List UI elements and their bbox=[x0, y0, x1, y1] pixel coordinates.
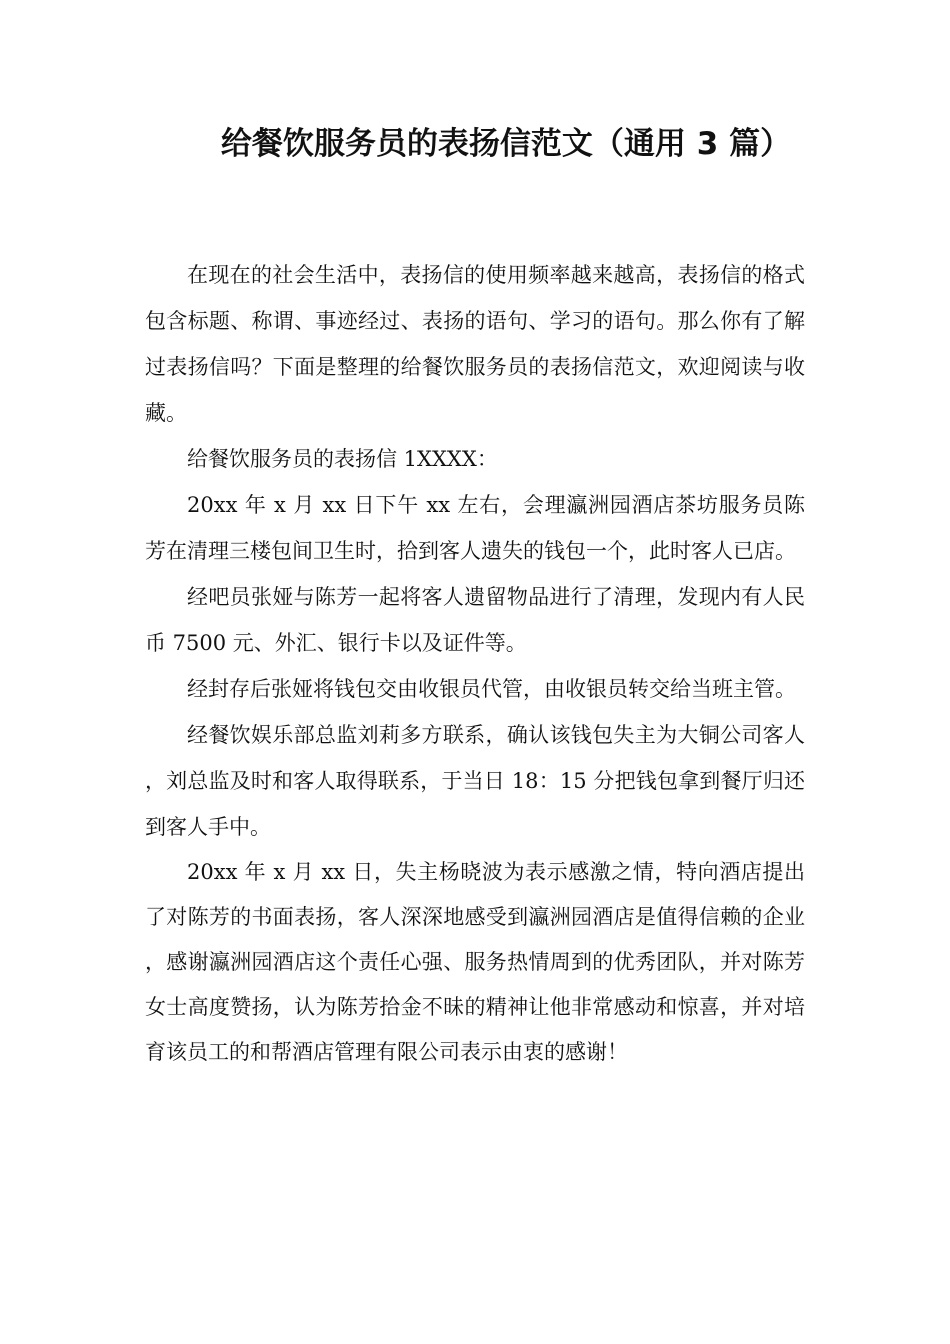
paragraph-salutation: 给餐饮服务员的表扬信 1XXXX： bbox=[187, 447, 498, 471]
paragraph-contents: 经吧员张娅与陈芳一起将客人遗留物品进行了清理，发现内有人民币 7500 元、外汇、银行卡以及证件等。 bbox=[145, 585, 805, 655]
paragraph-event: 20xx 年 x 月 xx 日下午 xx 左右，会理瀛洲园酒店茶坊服务员陈芳在清理三楼包间卫生时，拾到客人遗失的钱包一个，此时客人已店。 bbox=[145, 493, 805, 563]
paragraph-return: 经餐饮娱乐部总监刘莉多方联系，确认该钱包失主为大铜公司客人，刘总监及时和客人取得联系，于当日 18：15 分把钱包拿到餐厅归还到客人手中。 bbox=[145, 723, 805, 839]
document-title: 给餐饮服务员的表扬信范文（通用 3 篇） bbox=[220, 126, 792, 162]
document-body bbox=[145, 252, 805, 1075]
paragraph-intro: 在现在的社会生活中，表扬信的使用频率越来越高，表扬信的格式包含标题、称谓、事迹经过、表扬的语句、学习的语句。那么你有了解过表扬信吗？下面是整理的给餐饮服务员的表扬信范文，欢迎阅读与收藏。 bbox=[145, 263, 805, 425]
paragraph-custody: 经封存后张娅将钱包交由收银员代管，由收银员转交给当班主管。 bbox=[187, 677, 796, 701]
paragraph-thanks: 20xx 年 x 月 xx 日，失主杨晓波为表示感激之情，特向酒店提出了对陈芳的书面表扬，客人深深地感受到瀛洲园酒店是值得信赖的企业，感谢瀛洲园酒店这个责任心强、服务热情周到的优秀团队，并对陈芳女士高度赞扬，认为陈芳拾金不昧的精神让他非常感动和惊喜，并对培育该员工的和帮酒店管理有限公司表示由衷的感谢！ bbox=[145, 860, 805, 1064]
